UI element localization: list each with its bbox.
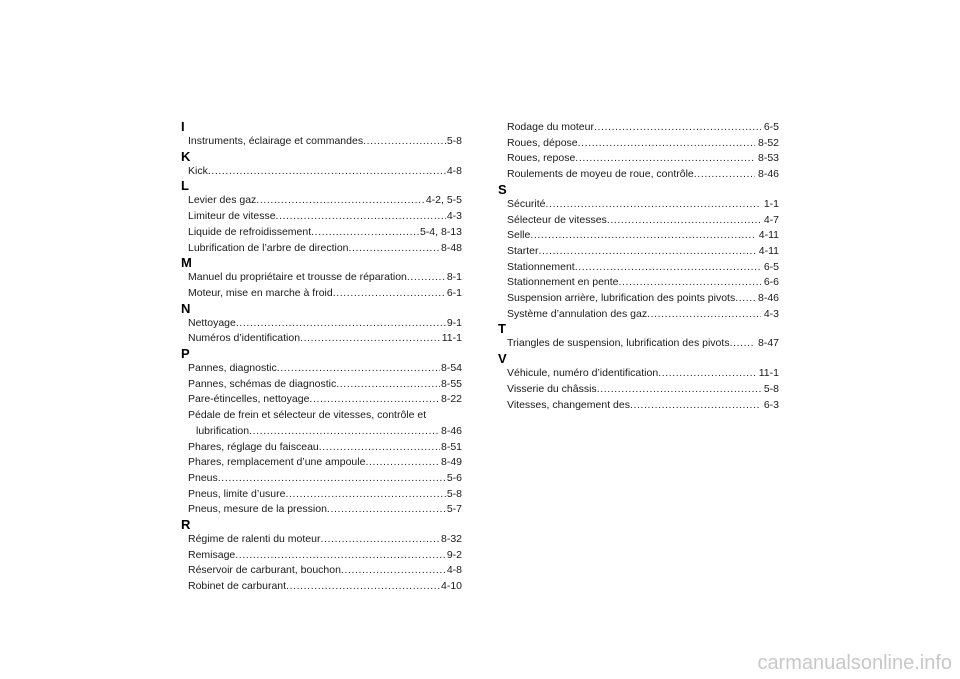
- leader-dots: [546, 197, 761, 213]
- leader-dots: [286, 579, 440, 595]
- entry-text: Véhicule, numéro d’identification: [507, 367, 659, 380]
- leader-dots: [235, 548, 446, 564]
- entry-text: Manuel du propriétaire et trousse de réparation: [188, 271, 407, 284]
- entry-page: 4-7: [763, 213, 779, 226]
- entry-text: Roues, dépose: [507, 136, 578, 149]
- leader-dots: [647, 307, 761, 323]
- leader-dots: [575, 260, 761, 276]
- entry-text: lubrification: [196, 424, 250, 437]
- index-entry-phares-remplacement-d-une-ampoule: [181, 455, 462, 471]
- entry-page: 1-1: [763, 197, 779, 210]
- entry-text: Vitesses, changement des: [507, 398, 630, 411]
- index-entry-visserie-du-chassis: [498, 382, 779, 398]
- entry-page: 8-46: [757, 292, 779, 305]
- index-entry-vitesses-changement-des: [498, 398, 779, 414]
- entry-page: 5-6: [446, 471, 462, 484]
- index-entry-pannes-schemas-de-diagnostic: [181, 377, 462, 393]
- entry-text: Kick: [188, 164, 208, 177]
- entry-page: 5-4, 8-13: [419, 225, 462, 238]
- entry-text: Roues, repose: [507, 152, 576, 165]
- entry-text: Rodage du moteur: [507, 121, 594, 133]
- index-entry-securite: [498, 197, 779, 213]
- index-entry-roulements-de-moyeu-de-roue-controle: [498, 167, 779, 183]
- entry-text: Starter: [507, 244, 539, 257]
- entry-text: Pare-étincelles, nettoyage: [188, 393, 310, 406]
- entry-page: 8-46: [757, 168, 779, 181]
- leader-dots: [321, 532, 440, 548]
- index-entry-roues-depose: [498, 136, 779, 152]
- entry-text: Selle: [507, 229, 531, 242]
- index-entry-pneus-mesure-de-la-pression: [181, 502, 462, 518]
- index-entry-pedale-de-frein-et-selecteur-de-vitesses: [181, 408, 462, 424]
- leader-dots: [630, 398, 761, 414]
- index-entry-manuel-du-proprietaire-et-trousse-de-rep: [181, 270, 462, 286]
- entry-text: Réservoir de carburant, bouchon: [188, 564, 341, 577]
- index-section-n: [181, 302, 462, 347]
- index-section-continued: [498, 120, 779, 183]
- entry-page: 5-8: [446, 487, 462, 500]
- index-entry-pneus: [181, 471, 462, 487]
- entry-text: Pneus: [188, 471, 218, 484]
- entry-text: Robinet de carburant: [188, 580, 287, 593]
- entry-text: Lubrification de l’arbre de direction: [188, 241, 349, 254]
- index-entry-pannes-diagnostic: [181, 361, 462, 377]
- index-entry-roues-repose: [498, 151, 779, 167]
- entry-text: Stationnement en pente: [507, 276, 619, 289]
- entry-text: Phares, réglage du faisceau: [188, 440, 319, 453]
- index-entry-stationnement: [498, 260, 779, 276]
- entry-text: Sélecteur de vitesses: [507, 213, 607, 226]
- index-entry-selle: [498, 228, 779, 244]
- leader-dots: [300, 331, 441, 347]
- index-entry-kick: [181, 164, 462, 180]
- entry-page: 11-1: [441, 332, 462, 345]
- index-entry-limiteur-de-vitesse: [181, 209, 462, 225]
- entry-page: 5-7: [446, 503, 462, 516]
- entry-page: 8-53: [757, 152, 779, 165]
- entry-text: Limiteur de vitesse: [188, 210, 276, 223]
- leader-dots: [208, 164, 446, 180]
- entry-page: 8-48: [440, 241, 462, 254]
- entry-page: 4-2, 5-5: [425, 194, 462, 207]
- leader-dots: [619, 275, 761, 291]
- entry-text: Nettoyage: [188, 316, 236, 329]
- entry-text: Pneus, limite d’usure: [188, 487, 286, 500]
- leader-dots: [341, 563, 446, 579]
- leader-dots: [249, 424, 440, 440]
- entry-text: Phares, remplacement d’une ampoule: [188, 456, 366, 469]
- entry-page: 6-6: [763, 276, 779, 289]
- entry-text: Suspension arrière, lubrification des points pivots: [507, 292, 736, 305]
- leader-dots: [311, 225, 419, 241]
- index-entry-regime-de-ralenti-du-moteur: [181, 532, 462, 548]
- leader-dots: [539, 244, 756, 260]
- index-entry-reservoir-de-carburant-bouchon: [181, 563, 462, 579]
- section-letter: N: [181, 300, 191, 316]
- index-entry-pare-etincelles-nettoyage: [181, 392, 462, 408]
- entry-page: 4-3: [763, 307, 779, 320]
- index-entry-suspension-arriere-lubrification-des-poi: [498, 291, 779, 307]
- leader-dots: [575, 151, 755, 167]
- watermark: carmanualsonline.info: [757, 652, 952, 674]
- index-entry-phares-reglage-du-faisceau: [181, 440, 462, 456]
- index-entry-remisage: [181, 548, 462, 564]
- leader-dots: [658, 366, 756, 382]
- entry-page: 4-10: [440, 580, 462, 593]
- section-letter: I: [181, 119, 185, 134]
- entry-text: Triangles de suspension, lubrification des pivots: [507, 337, 730, 350]
- leader-dots: [594, 120, 761, 136]
- leader-dots: [256, 193, 425, 209]
- section-letter: R: [181, 517, 191, 533]
- section-letter: M: [181, 255, 192, 271]
- leader-dots: [236, 316, 446, 332]
- entry-text: Pneus, mesure de la pression: [188, 503, 327, 516]
- leader-dots: [607, 213, 761, 229]
- entry-text: Régime de ralenti du moteur: [188, 533, 321, 546]
- section-letter: K: [181, 148, 191, 164]
- entry-text: Liquide de refroidissement: [188, 225, 312, 238]
- section-letter: L: [181, 178, 189, 194]
- entry-page: 4-3: [446, 210, 462, 223]
- index-entry-robinet-de-carburant: [181, 579, 462, 595]
- leader-dots: [276, 209, 446, 225]
- index-entry-liquide-de-refroidissement: [181, 225, 462, 241]
- index-entry-pneus-limite-d-usure: [181, 487, 462, 503]
- entry-page: 11-1: [758, 367, 779, 380]
- entry-page: 8-47: [757, 337, 779, 350]
- index-entry-moteur-mise-en-marche-a-froid: [181, 286, 462, 302]
- leader-dots: [333, 286, 446, 302]
- entry-text: Levier des gaz: [188, 194, 257, 207]
- entry-page: 8-52: [757, 136, 779, 149]
- entry-page: 8-32: [440, 533, 462, 546]
- entry-page: 4-11: [758, 244, 779, 257]
- index-column-right: [498, 120, 779, 413]
- entry-text: Numéros d’identification: [188, 332, 301, 345]
- entry-text: Moteur, mise en marche à froid: [188, 286, 333, 299]
- entry-text: Instruments, éclairage et commandes: [188, 135, 364, 147]
- leader-dots: [363, 134, 446, 150]
- entry-page: 4-8: [446, 564, 462, 577]
- entry-page: 5-8: [763, 382, 779, 395]
- index-entry-instruments-eclairage-et-commandes: [181, 134, 462, 150]
- index-section-r: [181, 518, 462, 595]
- entry-page: 4-8: [446, 164, 462, 177]
- index-section-v: [498, 352, 779, 413]
- leader-dots: [285, 487, 445, 503]
- index-entry-stationnement-en-pente: [498, 275, 779, 291]
- index-section-l: [181, 179, 462, 256]
- leader-dots: [277, 361, 440, 377]
- entry-page: 8-22: [440, 393, 462, 406]
- section-letter: T: [498, 321, 506, 337]
- leader-dots: [336, 377, 440, 393]
- leader-dots: [349, 241, 440, 257]
- leader-dots: [327, 502, 446, 518]
- index-entry-levier-des-gaz: [181, 193, 462, 209]
- entry-page: 8-49: [440, 456, 462, 469]
- entry-text: Visserie du châssis: [507, 382, 597, 395]
- entry-page: 8-54: [440, 362, 462, 375]
- entry-page: 4-11: [758, 229, 779, 242]
- entry-text: Pannes, diagnostic: [188, 362, 277, 375]
- leader-dots: [365, 455, 440, 471]
- entry-page: 8-46: [440, 424, 462, 437]
- entry-page: 8-51: [440, 440, 462, 453]
- leader-dots: [530, 228, 755, 244]
- section-letter: V: [498, 351, 507, 367]
- index-entry-triangles-de-suspension-lubrification-de: [498, 336, 779, 352]
- entry-text: Sécurité: [507, 197, 546, 210]
- index-section-t: [498, 322, 779, 352]
- index-entry-starter: [498, 244, 779, 260]
- entry-text: Stationnement: [507, 260, 575, 273]
- entry-text: Roulements de moyeu de roue, contrôle: [507, 168, 694, 181]
- leader-dots: [735, 291, 755, 307]
- index-section-k: [181, 150, 462, 180]
- entry-page: 9-2: [446, 548, 462, 561]
- entry-page: 6-1: [446, 286, 462, 299]
- entry-text: Pédale de frein et sélecteur de vitesses, contrôle et: [188, 409, 427, 422]
- entry-text: Pannes, schémas de diagnostic: [188, 377, 337, 390]
- index-entry-systeme-d-annulation-des-gaz: [498, 307, 779, 323]
- index-entry-nettoyage: [181, 316, 462, 332]
- leader-dots: [407, 270, 446, 286]
- section-letter: S: [498, 181, 507, 197]
- leader-dots: [578, 136, 755, 152]
- entry-page: 6-5: [763, 121, 779, 133]
- index-entry-rodage-du-moteur: [498, 120, 779, 136]
- leader-dots: [694, 167, 755, 183]
- entry-page: 6-5: [763, 260, 779, 273]
- entry-page: 8-1: [446, 271, 462, 284]
- section-letter: P: [181, 346, 190, 362]
- entry-page: 6-3: [763, 398, 779, 411]
- leader-dots: [309, 392, 440, 408]
- index-section-p: [181, 347, 462, 518]
- leader-dots: [597, 382, 761, 398]
- index-entry-numeros-d-identification: [181, 331, 462, 347]
- entry-text: Remisage: [188, 548, 236, 561]
- leader-dots: [218, 471, 446, 487]
- index-section-s: [498, 183, 779, 323]
- entry-text: Système d’annulation des gaz: [507, 307, 648, 320]
- index-section-m: [181, 256, 462, 301]
- index-section-i: [181, 120, 462, 150]
- index-entry-selecteur-de-vitesses: [498, 213, 779, 229]
- index-entry-vehicule-numero-d-identification: [498, 366, 779, 382]
- leader-dots: [319, 440, 440, 456]
- entry-page: 9-1: [446, 316, 462, 329]
- entry-page: 5-8: [446, 135, 462, 147]
- entry-page: 8-55: [440, 377, 462, 390]
- leader-dots: [730, 336, 755, 352]
- index-column-left: [181, 120, 462, 595]
- index-entry-lubrification: [181, 424, 462, 440]
- index-entry-lubrification-de-l-arbre-de-direction: [181, 241, 462, 257]
